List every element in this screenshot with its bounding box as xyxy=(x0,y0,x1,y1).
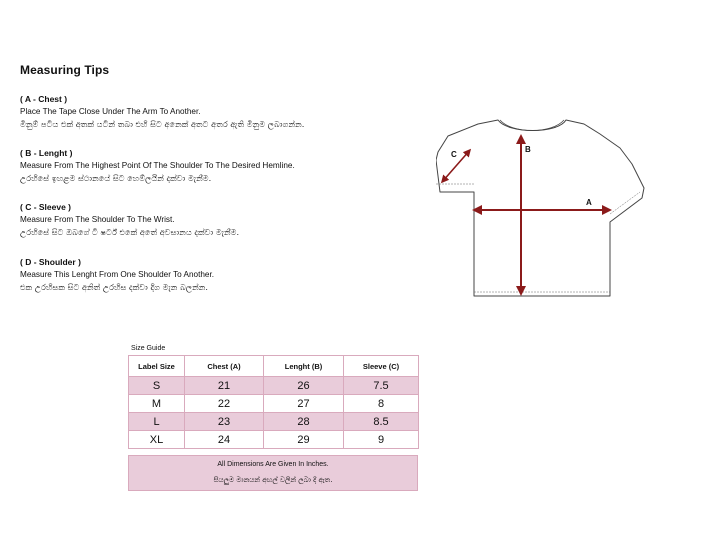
tip-sinhala-text: උරහිසේ ඉහළම ස්ථානයේ සිට හෙම්ලයින් දක්වා මැනීම. xyxy=(20,173,212,183)
page-title: Measuring Tips xyxy=(20,63,110,77)
table-cell: L xyxy=(129,413,185,431)
table-cell: M xyxy=(129,395,185,413)
tshirt-outline xyxy=(436,120,644,296)
column-header: Sleeve (C) xyxy=(344,356,419,377)
tip-english-text: Measure From The Shoulder To The Wrist. xyxy=(20,215,175,224)
column-header: Label Size xyxy=(129,356,185,377)
dimensions-note: All Dimensions Are Given In Inches. xyxy=(217,461,329,468)
table-cell: 29 xyxy=(264,431,344,449)
table-cell: 8 xyxy=(344,395,419,413)
tip-sinhala-text: උරහිසේ සිට ඔබගේ ටී ෂර්ට් එකේ අතේ අවසානය දක්වා මැනීම. xyxy=(20,227,240,237)
table-cell: 23 xyxy=(185,413,264,431)
table-cell: 26 xyxy=(264,377,344,395)
tip-shoulder xyxy=(20,256,214,293)
tip-english-text: Place The Tape Close Under The Arm To Another. xyxy=(20,107,201,116)
size-guide-table xyxy=(128,355,419,449)
dimensions-note-sinhala: සියලුම මානයන් අඟල් වලින් ලබා දී ඇත. xyxy=(213,476,333,484)
label-a: A xyxy=(586,198,592,207)
table-cell: 22 xyxy=(185,395,264,413)
table-row xyxy=(129,395,419,413)
tip-sleeve xyxy=(20,201,239,238)
tip-heading: ( B - Lenght ) xyxy=(20,148,73,158)
table-row xyxy=(129,431,419,449)
label-c: C xyxy=(451,150,457,159)
table-cell: 7.5 xyxy=(344,377,419,395)
tip-english-text: Measure This Lenght From One Shoulder To Another. xyxy=(20,270,215,279)
table-cell: 8.5 xyxy=(344,413,419,431)
tip-heading: ( C - Sleeve ) xyxy=(20,202,72,212)
table-row xyxy=(129,377,419,395)
table-cell: S xyxy=(129,377,185,395)
size-guide-footer xyxy=(128,455,418,491)
tip-sinhala-text: මිනුම් පටිය එක් අතක් යටින් තබා එහි සිට අනෙක් අතට අතර ඇති මිනුම ලබාගන්න. xyxy=(20,119,305,129)
tip-chest xyxy=(20,93,304,130)
table-cell: 9 xyxy=(344,431,419,449)
tip-sinhala-text: එක උරහිසක සිට අනිත් උරහිස දක්වා දිග මැන බලන්න. xyxy=(20,282,208,292)
table-cell: XL xyxy=(129,431,185,449)
table-header-row xyxy=(129,356,419,377)
column-header: Chest (A) xyxy=(185,356,264,377)
tip-length xyxy=(20,147,295,184)
tip-english-text: Measure From The Highest Point Of The Shoulder To The Desired Hemline. xyxy=(20,161,295,170)
table-cell: 27 xyxy=(264,395,344,413)
size-guide-caption: Size Guide xyxy=(131,345,166,352)
label-b: B xyxy=(525,145,531,154)
tip-heading: ( A - Chest ) xyxy=(20,94,68,104)
table-cell: 28 xyxy=(264,413,344,431)
column-header: Lenght (B) xyxy=(264,356,344,377)
table-cell: 24 xyxy=(185,431,264,449)
table-cell: 21 xyxy=(185,377,264,395)
table-row xyxy=(129,413,419,431)
tip-heading: ( D - Shoulder ) xyxy=(20,257,81,267)
tshirt-measurement-diagram xyxy=(436,110,648,306)
